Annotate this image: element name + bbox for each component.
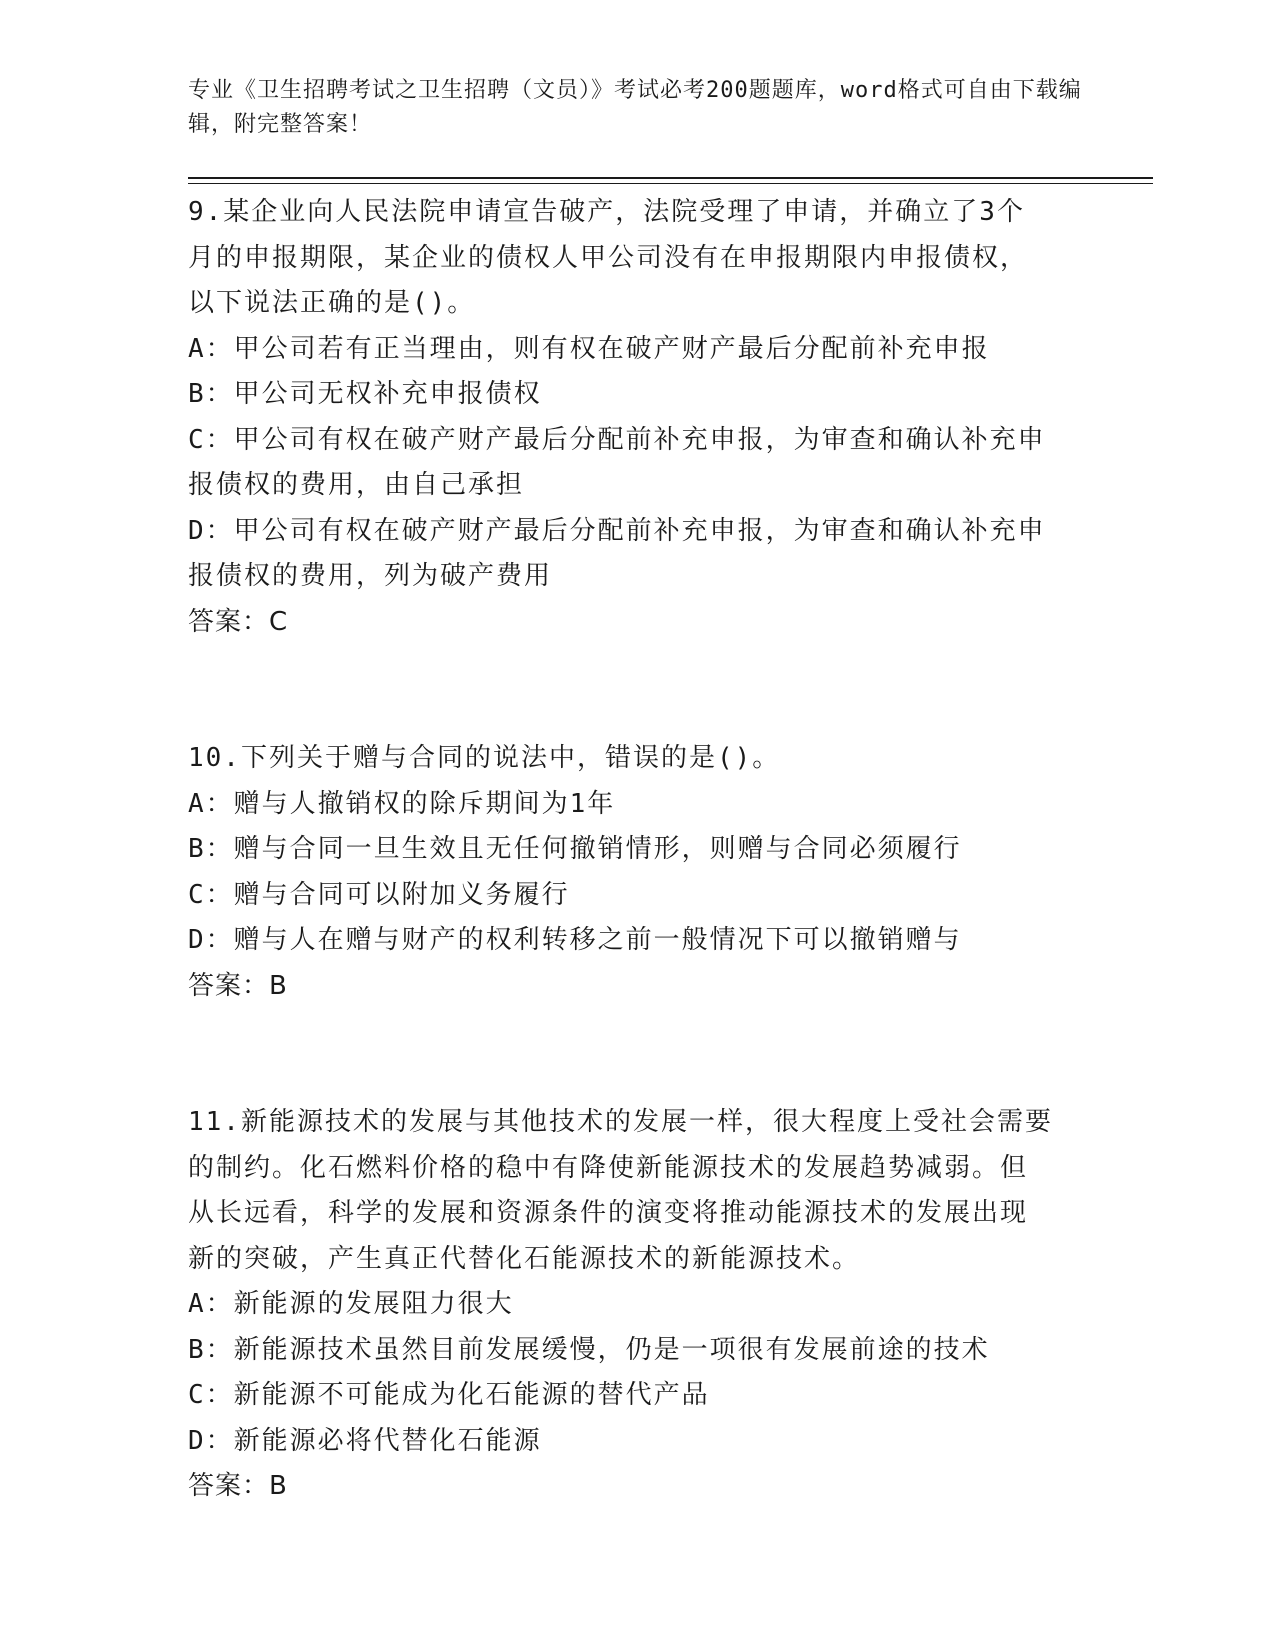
question-line: 从长远看，科学的发展和资源条件的演变将推动能源技术的发展出现	[188, 1198, 1029, 1228]
option-d: D：赠与人在赠与财产的权利转移之前一般情况下可以撤销赠与	[188, 925, 962, 955]
header-divider-thick	[188, 177, 1153, 179]
option-b: B：甲公司无权补充申报债权	[188, 379, 542, 409]
question-11	[188, 1100, 1078, 1510]
option-d: D：甲公司有权在破产财产最后分配前补充申报，为审查和确认补充申 报债权的费用，列为破产费用	[188, 515, 1046, 591]
question-line: 月的申报期限，某企业的债权人甲公司没有在申报期限内申报债权，	[188, 242, 1029, 273]
question-line: 的制约。化石燃料价格的稳中有降使新能源技术的发展趋势减弱。但	[188, 1152, 1029, 1183]
question-line: 以下说法正确的是()。	[188, 288, 476, 318]
option-a: A：甲公司若有正当理由，则有权在破产财产最后分配前补充申报	[188, 333, 990, 364]
option-a: A：新能源的发展阻力很大	[188, 1289, 514, 1319]
option-b: B：赠与合同一旦生效且无任何撤销情形，则赠与合同必须履行	[188, 834, 962, 864]
question-text	[188, 190, 1078, 327]
question-line: 新的突破，产生真正代替化石能源技术的新能源技术。	[188, 1243, 861, 1274]
option-c: C：甲公司有权在破产财产最后分配前补充申报，为审查和确认补充申 报债权的费用，由自己承担	[188, 424, 1046, 500]
option-c: C：赠与合同可以附加义务履行	[188, 879, 570, 910]
question-10	[188, 736, 1078, 1009]
question-text	[188, 1100, 1078, 1282]
option-b: B：新能源技术虽然目前发展缓慢，仍是一项很有发展前途的技术	[188, 1334, 990, 1365]
question-line: 10.下列关于赠与合同的说法中，错误的是()。	[188, 743, 781, 773]
answer: 答案：B	[188, 970, 288, 1001]
header-note: 专业《卫生招聘考试之卫生招聘（文员）》考试必考200题题库，word格式可自由下载编辑，附完整答案！	[188, 78, 1082, 137]
answer: 答案：C	[188, 606, 289, 637]
question-line: 9.某企业向人民法院申请宣告破产，法院受理了申请，并确立了3个	[188, 197, 1025, 227]
question-line: 11.新能源技术的发展与其他技术的发展一样，很大程度上受社会需要	[188, 1107, 1053, 1137]
question-list	[188, 190, 1078, 1510]
header-divider-thin	[188, 183, 1153, 184]
question-text	[188, 736, 1078, 782]
option-a: A：赠与人撤销权的除斥期间为1年	[188, 788, 616, 819]
answer: 答案：B	[188, 1471, 288, 1501]
option-c: C：新能源不可能成为化石能源的替代产品	[188, 1380, 710, 1410]
option-d: D：新能源必将代替化石能源	[188, 1425, 542, 1456]
question-9	[188, 190, 1078, 645]
